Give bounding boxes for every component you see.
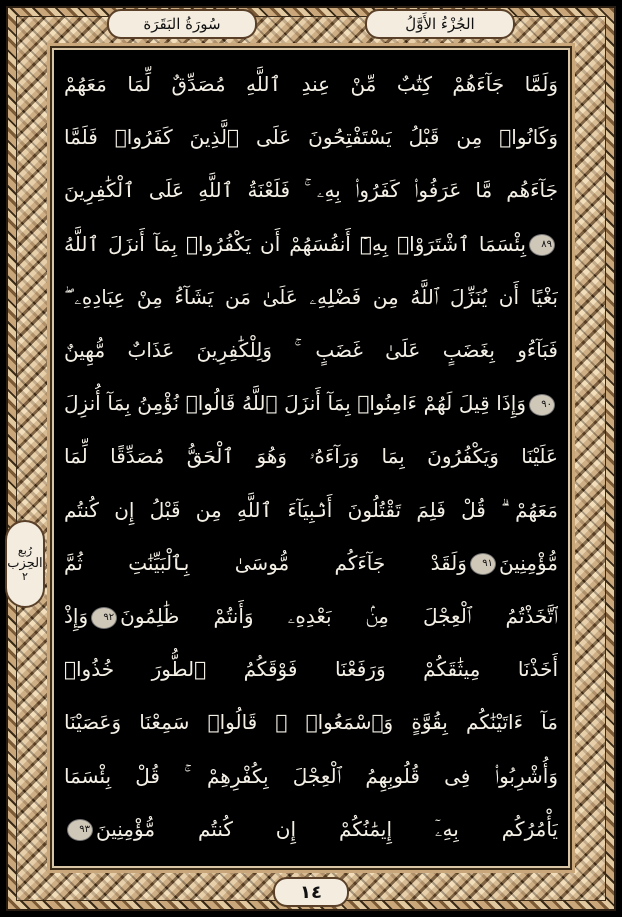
verse-text: وَكَانُوا۟ مِن قَبْلُ يَسْتَفْتِحُونَ عَلَى ٱلَّذِينَ كَفَرُوا۟ فَلَمَّا xyxy=(64,125,558,150)
verse-line xyxy=(64,59,558,109)
verse-line xyxy=(64,591,558,641)
verse-line xyxy=(64,697,558,747)
verse-text: وَلَمَّا جَآءَهُمْ كِتَٰبٌ مِّنْ عِندِ ٱللَّهِ مُصَدِّقٌ لِّمَا مَعَهُمْ xyxy=(64,72,558,96)
verse-line xyxy=(64,804,558,854)
verse-line xyxy=(64,112,558,162)
verse-line xyxy=(64,538,558,588)
hizb-quarter-label: رُبع xyxy=(17,543,33,557)
hizb-label: الحِزب xyxy=(7,555,43,571)
verse-line xyxy=(64,272,558,322)
verse-text: وَلَقَدْ جَآءَكُم مُّوسَىٰ بِٱلْبَيِّنَٰتِ ثُمَّ xyxy=(64,550,467,575)
verse-text: أَخَذْنَا مِيثَٰقَكُمْ وَرَفَعْنَا فَوْقَكُمُ ٱلطُّورَ خُذُوا۟ xyxy=(64,657,558,682)
verse-text: فَبَآءُو بِغَضَبٍ عَلَىٰ غَضَبٍ ۚ وَلِلْكَٰفِرِينَ عَذَابٌ مُّهِينٌ xyxy=(64,338,558,362)
ayah-number-marker: ٨٩ xyxy=(529,234,555,256)
verse-text: مَعَهُمْ ۗ قُلْ فَلِمَ تَقْتُلُونَ أَنۢبِيَآءَ ٱللَّهِ مِن قَبْلُ إِن كُنتُم xyxy=(64,497,558,522)
verse-line xyxy=(64,219,558,269)
verse-line xyxy=(64,644,558,694)
verse-line xyxy=(64,431,558,481)
ayah-number-marker: ٩٠ xyxy=(529,394,555,416)
hizb-number: ٢ xyxy=(22,570,28,584)
verse-line xyxy=(64,751,558,801)
juz-name-label: الجُزْءُ الأَوَّلُ xyxy=(365,9,515,39)
verse-line xyxy=(64,485,558,535)
verse-text: وَإِذْ xyxy=(64,604,89,628)
verse-text: جَآءَهُم مَّا عَرَفُوا۟ كَفَرُوا۟ بِهِۦ ۚ فَلَعْنَةُ ٱللَّهِ عَلَى ٱلْكَٰفِرِينَ xyxy=(64,178,558,203)
ayah-number-marker: ٩٢ xyxy=(91,607,117,629)
verse-text: عَلَيْنَا وَيَكْفُرُونَ بِمَا وَرَآءَهُۥ وَهُوَ ٱلْحَقُّ مُصَدِّقًا لِّمَا xyxy=(64,444,558,469)
verse-text: ٱتَّخَذْتُمُ ٱلْعِجْلَ مِنۢ بَعْدِهِۦ وَأَنتُمْ ظَٰلِمُونَ xyxy=(120,604,558,628)
verse-text: مَآ ءَاتَيْنَٰكُم بِقُوَّةٍ وَٱسْمَعُوا۟ ۖ قَالُوا۟ سَمِعْنَا وَعَصَيْنَا xyxy=(64,710,558,735)
verse-text: بَغْيًا أَن يُنَزِّلَ ٱللَّهُ مِن فَضْلِهِۦ عَلَىٰ مَن يَشَآءُ مِنْ عِبَادِهِۦ ۖ xyxy=(64,284,558,309)
ayah-number-marker: ٩٣ xyxy=(67,819,93,841)
verse-text: بِئْسَمَا ٱشْتَرَوْا۟ بِهِۦٓ أَنفُسَهُمْ أَن يَكْفُرُوا۟ بِمَآ أَنزَلَ ٱللَّهُ xyxy=(64,231,526,256)
verse-text: وَأُشْرِبُوا۟ فِى قُلُوبِهِمُ ٱلْعِجْلَ بِكُفْرِهِمْ ۚ قُلْ بِئْسَمَا xyxy=(64,763,558,788)
verse-line xyxy=(64,378,558,428)
verse-text: يَأْمُرُكُم بِهِۦٓ إِيمَٰنُكُمْ إِن كُنتُم مُّؤْمِنِينَ xyxy=(96,816,558,841)
verse-text: مُّؤْمِنِينَ xyxy=(498,550,558,575)
hizb-marker xyxy=(5,520,45,608)
verse-line xyxy=(64,165,558,215)
surah-name-label: سُورَةُ البَقَرَة xyxy=(107,9,257,39)
page-number: ١٤ xyxy=(273,877,349,907)
verse-line xyxy=(64,325,558,375)
verse-text: وَإِذَا قِيلَ لَهُمْ ءَامِنُوا۟ بِمَآ أَنزَلَ ٱللَّهُ قَالُوا۟ نُؤْمِنُ بِمَآ أُنزِلَ xyxy=(64,391,526,416)
ayah-number-marker: ٩١ xyxy=(470,553,496,575)
